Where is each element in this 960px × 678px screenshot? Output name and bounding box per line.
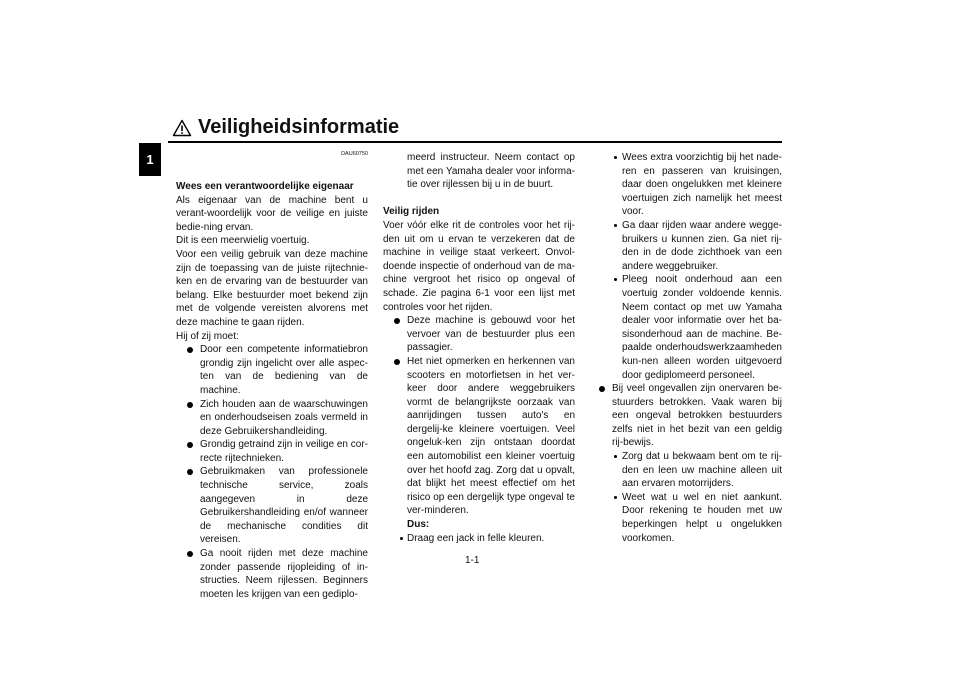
page-header: [172, 116, 399, 139]
list-item: Zich houden aan de waarschuwingen en onderhoudseisen zoals vermeld in deze Gebruikershandleiding.: [176, 398, 368, 439]
list-item: Grondig getraind zijn in veilige en cor-recte rijtechnieken.: [176, 438, 368, 465]
paragraph-continuation: meerd instructeur. Neem contact op met een Yamaha dealer voor informa-tie over rijlessen bij u in de buurt.: [407, 152, 575, 191]
paragraph: Voer vóór elke rit de controles voor het rij-den uit om u ervan te verzekeren dat de machine in veilige staat verkeert. Onvol-doende inspectie of onderhoud van de ma-chine vergroot het risico op ongeval of schade. Zie pagina 6-1 voor een lijst met controles voor het rijden.: [383, 219, 575, 313]
inexperienced-riders-list: [598, 382, 782, 450]
section-heading-safe-riding: Veilig rijden: [383, 206, 440, 218]
requirements-list: [176, 343, 368, 601]
column-2: [383, 151, 575, 545]
document-code: DAU60750: [341, 151, 368, 157]
list-item: Gebruikmaken van professionele technische service, zoals aangegeven in deze Gebruikershandleiding en/of wanneer de mechanische condities dit vereisen.: [176, 465, 368, 547]
page-title: Veiligheidsinformatie: [198, 116, 400, 138]
list-item: Deze machine is gebouwd voor het vervoer van de bestuurder plus een passagier.: [383, 314, 575, 355]
page-number: 1-1: [465, 555, 480, 566]
list-item: Weet wat u wel en niet aankunt. Door rekening te houden met uw beperkingen helpt u ongelukken voorkomen.: [598, 491, 782, 545]
list-item: Draag een jack in felle kleuren.: [383, 532, 575, 546]
list-item: Bij veel ongevallen zijn onervaren be-stuurders betrokken. Vaak waren bij een ongeval betrokken bestuurders zelfs niet in het bezit van een geldig rij-bewijs.: [598, 382, 782, 450]
dus-list: [383, 532, 575, 546]
list-item: Door een competente informatiebron grondig zijn ingelicht over alle aspec-ten van de bediening van de machine.: [176, 343, 368, 397]
paragraph: Hij of zij moet:: [176, 330, 239, 342]
inexperienced-riders-sublist: [598, 450, 782, 545]
header-rule: [168, 141, 782, 143]
paragraph: Voor een veilig gebruik van deze machine zijn de toepassing van de juiste rijtechnie-ken en de ervaring van de bestuurder van belang. Elke bestuurder moet bekend zijn met de volgende vereisten alvorens met deze machine te gaan rijden.: [176, 248, 368, 328]
list-item: Zorg dat u bekwaam bent om te rij-den en leen uw machine alleen uit aan ervaren motorrijders.: [598, 450, 782, 491]
list-item: Ga nooit rijden met deze machine zonder passende rijopleiding of in-structies. Neem rijlessen. Beginners moeten les krijgen van een gediplo-: [176, 547, 368, 601]
section-heading-owner: Wees een verantwoordelijke eigenaar: [176, 181, 354, 192]
column-3: [598, 151, 782, 545]
dus-list-continued: [598, 151, 782, 382]
chapter-tab: 1: [139, 143, 161, 176]
list-item: Wees extra voorzichtig bij het nade-ren en passeren van kruisingen, daar doen ongelukken met kleinere voertuigen zich namelijk het meest voor.: [598, 151, 782, 219]
list-item: Pleeg nooit onderhoud aan een voertuig zonder voldoende kennis. Neem contact op met uw Yamaha dealer voor informatie over het ba-sisonderhoud aan de machine. Be-paalde onderhoudswerkzaamheden kun-nen alleen worden uitgevoerd door gediplomeerd personeel.: [598, 273, 782, 382]
column-1: [176, 150, 368, 601]
list-item: Het niet opmerken en herkennen van scooters en motorfietsen in het ver-keer door andere weggebruikers vormt de belangrijkste oorzaak van aanrijdingen tussen auto's en dergelij-ke kleinere voertuigen. Veel ongeluk-ken zijn ontstaan doordat een automobilist een kleiner voertuig over het hoofd zag. Zorg dat u opvalt, dat blijkt het meest effectief om het risico op een dergelijk type ongeval te ver-minderen.: [383, 355, 575, 518]
list-item: Ga daar rijden waar andere wegge-bruikers u kunnen zien. Ga niet rij-den in de dode zichthoek van een andere weggebruiker.: [598, 219, 782, 273]
safe-riding-list: [383, 314, 575, 518]
warning-triangle-icon: [172, 119, 192, 137]
paragraph: Dit is een meerwielig voertuig.: [176, 235, 310, 247]
dus-label: Dus:: [407, 519, 430, 531]
paragraph: Als eigenaar van de machine bent u verant-woordelijk voor de veilige en juiste bedie-ning ervan.: [176, 194, 368, 233]
